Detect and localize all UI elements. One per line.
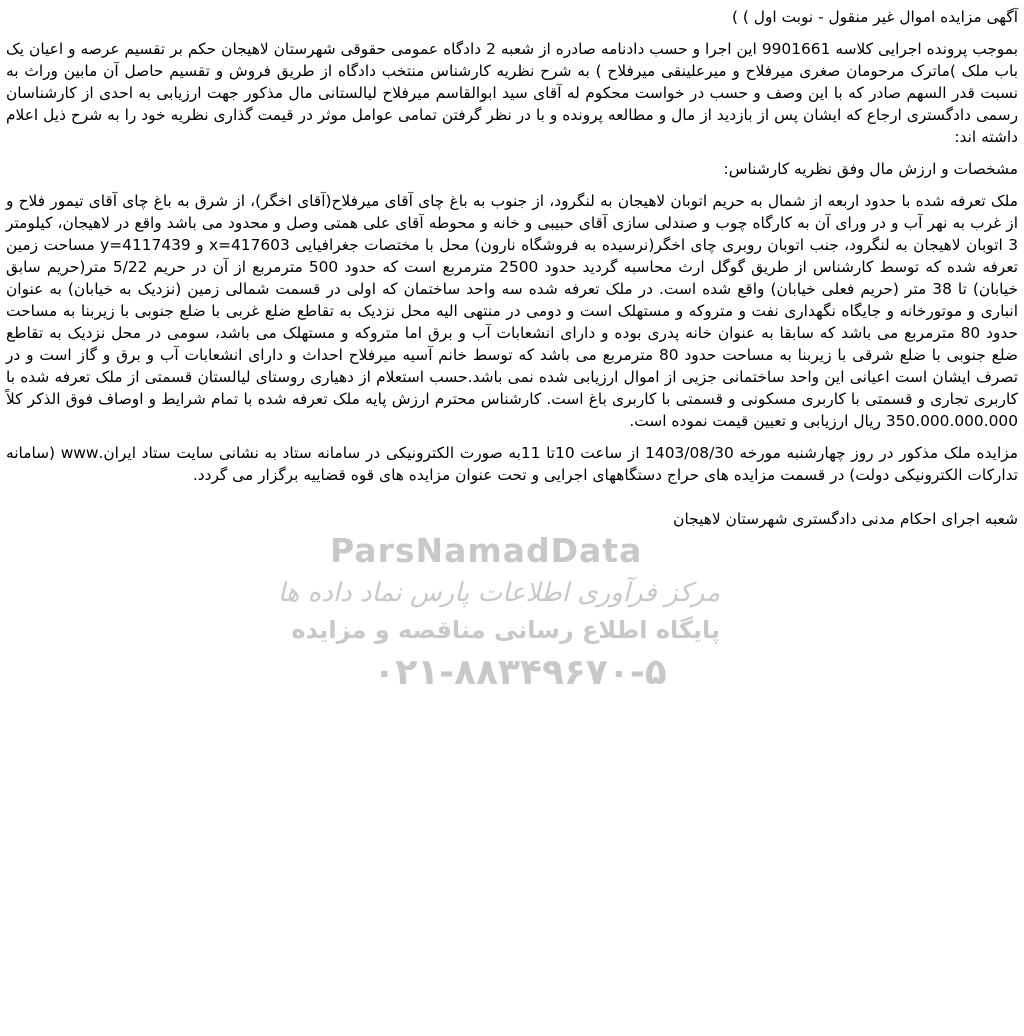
watermark-phone: ۰۲۱-۸۸۳۴۹۶۷۰-۵	[373, 652, 667, 693]
property-description-paragraph: ملک تعرفه شده با حدود اربعه از شمال به حریم اتوبان لاهیجان به لنگرود، از جنوب به باغ چای آقای میرفلاح(آقای اخگر)، از شرق به باغ چای آقای تیمور فلاح و از غرب به نهر آب و در ورای آن به کارگاه چوب و صندلی سازی آقای حبیبی و خانه و محوطه آقای علی همتی وصل و محدود می باشد واقع در لاهیجان، کیلومتر 3 اتوبان لاهیجان به لنگرود، جنب اتوبان روبری چای اخگر(نرسیده به فروشگاه نارون) محل با مختصات جغرافیایی x=417603 و y=4117439 مساحت زمین تعرفه شده که توسط کارشناس از طریق گوگل ارث محاسبه گردید حدود 2500 مترمربع است که حدود 500 مترمربع از آن در حریم 5/22 متر(حریم سابق خیابان) تا 38 متر (حریم فعلی خیابان) واقع شده است. در ملک تعرفه شده سه واحد ساختمان که اولی در قسمت شمالی زمین (نزدیک به خیابان) به عنوان انباری و موتورخانه و جایگاه نگهداری نفت و متروکه و مستهلک است و دومی در منتهی الیه محل نزدیک به تقاطع ضلع غربی با ضلع جنوبی با زیربنا به مساحت حدود 80 مترمربع می باشد که سابقا به عنوان خانه پدری بوده و دارای انشعابات آب و برق اما متروکه و مستهلک می باشد، سومی در محل نزدیک به تقاطع ضلع جنوبی با ضلع شرقی با زیربنا به مساحت حدود 80 مترمربع می باشد که توسط خانم آسیه میرفلاح احداث و دارای انشعابات آب و برق و گاز است و در تصرف ایشان است اعیانی این واحد ساختمانی جزیی از اموال ارزیابی شده نمی باشد.حسب استعلام از دهیاری روستای لیالستان قسمتی از ملک تعرفه شده با کاربری تجاری و قسمتی با کاربری مسکونی و قسمتی با کاربری باغ است. کارشناس محترم ارزش پایه ملک تعرفه شده با تمام شرایط و اوصاف فوق الذکر کلاً 350.000.000.000 ریال ارزیابی و تعیین قیمت نموده است.	[6, 192, 1019, 430]
issuer-signature: شعبه اجرای احکام مدنی دادگستری شهرستان لاهیجان	[673, 510, 1018, 528]
intro-paragraph: بموجب پرونده اجرایی کلاسه 9901661 این اجرا و حسب دادنامه صادره از شعبه 2 دادگاه عمومی حقوقی شهرستان لاهیجان حکم بر تقسیم عرصه و اعیان یک باب ملک )ماترک مرحومان صغری میرفلاح و میرعلینقی میرفلاح ) به شرح نظریه کارشناس منتخب دادگاه از طریق فروش و تقسیم حاصل آن مابین وراث به نسبت قدر السهم صادر که با این وصف و حسب در خواست محکوم له آقای سید ابوالقاسم میرفلاح لیالستانی مال مذکور جهت ارزیابی به احدی از کارشناسان رسمی دادگستری ارجاع که ایشان پس از بازدید از مال و مطالعه پرونده و با در نظر گرفتن تمامی عوامل موثر در قیمت گذاری نظریه خود را به شرح ذیل اعلام داشته اند:	[6, 40, 1018, 146]
auction-details-paragraph: مزایده ملک مذکور در روز چهارشنبه مورخه 1403/08/30 از ساعت 10تا 11به صورت الکترونیکی در سامانه ستاد به نشانی سایت ستاد ایران.www (سامانه تدارکات الکترونیکی دولت) در قسمت مزایده های حراج دستگاههای اجرایی و تحت عنوان مزایده های قوه قضاییه برگزار می گردد.	[6, 444, 1018, 484]
watermark-company-name: مرکز فرآوری اطلاعات پارس نماد داده ها	[277, 578, 720, 608]
watermark-logo: ParsNamadData	[330, 531, 643, 570]
notice-title: آگهی مزایده اموال غیر منقول - نوبت اول ) )	[732, 8, 1018, 26]
section-heading: مشخصات و ارزش مال وفق نظریه کارشناس:	[723, 160, 1018, 178]
watermark-tagline: پایگاه اطلاع رسانی مناقصه و مزایده	[291, 616, 720, 644]
